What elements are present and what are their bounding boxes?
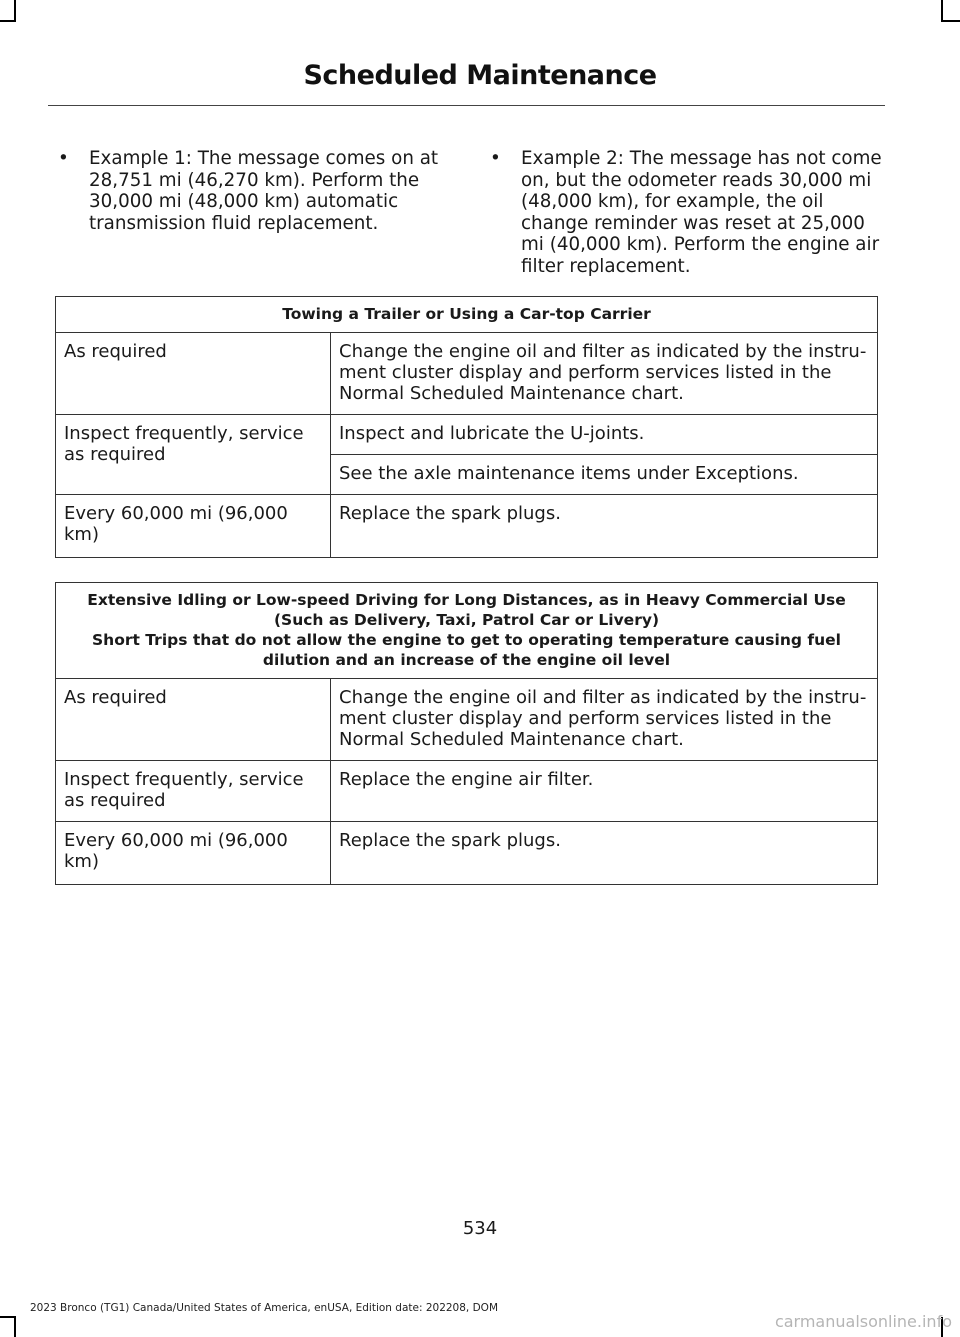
table-row [56,679,878,761]
page-title: Scheduled Maintenance [303,60,657,91]
idling-maintenance-table [55,582,878,885]
edition-footer: 2023 Bronco (TG1) Canada/United States of America, enUSA, Edition date: 202208, DOM [30,1302,499,1314]
interval-cell: Every 60,000 mi (96,000 km) [56,495,331,558]
bullet-marker: • [490,148,501,169]
crop-mark [0,1316,16,1318]
table-title-line: Short Trips that do not allow the engine to get to operating temperature causing fuel dilution and an increase of the engine oil level [92,631,841,669]
page-number: 534 [462,1218,498,1239]
bullet-text: Example 2: The message has not come on, but the odometer reads 30,000 mi (48,000 km), for example, the oil change reminder was reset at 25,000 mi (40,000 km). Perform the engine air filter replacement. [521,148,882,277]
interval-cell: Inspect frequently, service as required [56,415,331,495]
table-row [56,415,878,455]
crop-mark [941,0,943,20]
bullet-marker: • [58,148,69,169]
action-cell: Change the engine oil and filter as indicated by the instru-ment cluster display and perform services listed in the Normal Scheduled Maintenance chart. [331,333,878,415]
header-divider [48,105,885,106]
crop-mark [14,1317,16,1337]
table-row [56,761,878,822]
interval-cell: As required [56,679,331,761]
table-header-row [56,297,878,333]
action-cell: See the axle maintenance items under Exceptions. [331,455,878,495]
bullet-text: Example 1: The message comes on at 28,751 mi (46,270 km). Perform the 30,000 mi (48,000 km) automatic transmission fluid replacement. [89,148,439,234]
action-cell: Change the engine oil and filter as indicated by the instru-ment cluster display and perform services listed in the Normal Scheduled Maintenance chart. [331,679,878,761]
action-cell: Replace the engine air filter. [331,761,878,822]
interval-cell: As required [56,333,331,415]
table-title [56,583,878,679]
towing-maintenance-table [55,296,878,558]
crop-mark [941,20,960,22]
interval-cell: Every 60,000 mi (96,000 km) [56,822,331,885]
table-header-row [56,583,878,679]
crop-mark [0,20,16,22]
action-cell: Inspect and lubricate the U-joints. [331,415,878,455]
table-row [56,495,878,558]
crop-mark [14,0,16,20]
table-row [56,822,878,885]
action-cell: Replace the spark plugs. [331,822,878,885]
interval-cell: Inspect frequently, service as required [56,761,331,822]
action-cell: Replace the spark plugs. [331,495,878,558]
table-title-line: Extensive Idling or Low-speed Driving for Long Distances, as in Heavy Commercial Use (Such as Delivery, Taxi, Patrol Car or Livery) [87,591,846,629]
watermark: carmanualsonline.info [774,1312,952,1331]
table-row [56,333,878,415]
table-title: Towing a Trailer or Using a Car-top Carrier [56,297,878,333]
